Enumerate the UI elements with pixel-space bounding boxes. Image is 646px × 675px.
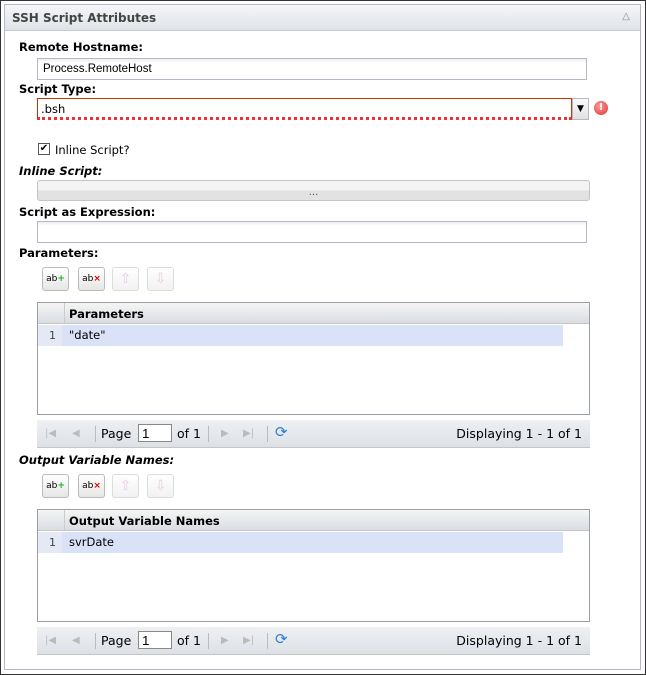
- outputs-paging-toolbar: [37, 627, 590, 655]
- row-value[interactable]: "date": [69, 328, 106, 342]
- page-input[interactable]: [138, 424, 172, 442]
- refresh-icon[interactable]: ⟳: [275, 630, 288, 648]
- page-count: of 1: [177, 426, 201, 441]
- table-row[interactable]: [38, 532, 563, 553]
- prev-page-icon[interactable]: ◀: [72, 635, 80, 646]
- panel-header: [5, 5, 640, 31]
- script-type-label: Script Type:: [19, 82, 97, 96]
- remote-hostname-label: Remote Hostname:: [19, 40, 144, 54]
- prev-page-icon[interactable]: ◀: [72, 428, 80, 439]
- separator: [267, 633, 268, 649]
- inline-script-checkbox[interactable]: ✔: [39, 143, 49, 154]
- grid-header[interactable]: [38, 303, 589, 324]
- grid-header[interactable]: [38, 510, 589, 531]
- refresh-icon[interactable]: ⟳: [275, 423, 288, 441]
- panel-title: SSH Script Attributes: [12, 11, 157, 25]
- inline-script-button[interactable]: ...: [37, 180, 590, 201]
- page-label: Page: [101, 426, 132, 441]
- move-up-parameter-button[interactable]: ⇧: [112, 267, 139, 291]
- output-variable-names-label: Output Variable Names:: [19, 453, 175, 467]
- row-value[interactable]: svrDate: [69, 535, 115, 549]
- parameters-paging-toolbar: [37, 420, 590, 448]
- column-header[interactable]: Parameters: [69, 307, 144, 321]
- add-icon: ab: [46, 481, 58, 491]
- display-info: Displaying 1 - 1 of 1: [456, 633, 582, 648]
- dropdown-arrow-icon[interactable]: ▼: [572, 98, 589, 120]
- first-page-icon[interactable]: |◀: [45, 635, 57, 646]
- next-page-icon[interactable]: ▶: [221, 428, 229, 439]
- add-output-button[interactable]: ab+: [42, 474, 69, 498]
- parameters-grid: [37, 302, 590, 415]
- inline-script-checkbox-label: Inline Script?: [55, 143, 130, 157]
- remote-hostname-input[interactable]: [37, 58, 587, 80]
- page-count: of 1: [177, 633, 201, 648]
- first-page-icon[interactable]: |◀: [45, 428, 57, 439]
- add-parameter-button[interactable]: ab+: [42, 267, 69, 291]
- script-expression-input[interactable]: [37, 221, 587, 243]
- delete-icon: ab: [82, 274, 94, 284]
- last-page-icon[interactable]: ▶|: [243, 428, 255, 439]
- output-variables-grid: [37, 509, 590, 622]
- move-down-parameter-button[interactable]: ⇩: [147, 267, 174, 291]
- error-icon: !: [594, 101, 608, 115]
- inline-script-label: Inline Script:: [19, 164, 103, 178]
- separator: [208, 633, 209, 649]
- delete-parameter-button[interactable]: ab×: [78, 267, 105, 291]
- last-page-icon[interactable]: ▶|: [243, 635, 255, 646]
- script-type-combo[interactable]: .bsh: [37, 98, 572, 120]
- separator: [95, 426, 96, 442]
- parameters-label: Parameters:: [19, 246, 99, 260]
- script-expression-label: Script as Expression:: [19, 205, 156, 219]
- row-number: 1: [38, 532, 62, 553]
- next-page-icon[interactable]: ▶: [221, 635, 229, 646]
- column-header[interactable]: Output Variable Names: [69, 514, 220, 528]
- row-number: 1: [38, 325, 62, 346]
- separator: [267, 426, 268, 442]
- table-row[interactable]: [38, 325, 563, 346]
- move-up-output-button[interactable]: ⇧: [112, 474, 139, 498]
- add-icon: ab: [46, 274, 58, 284]
- move-down-output-button[interactable]: ⇩: [147, 474, 174, 498]
- page-input[interactable]: [138, 631, 172, 649]
- collapse-icon[interactable]: △: [622, 11, 630, 22]
- delete-icon: ab: [82, 481, 94, 491]
- separator: [208, 426, 209, 442]
- delete-output-button[interactable]: ab×: [78, 474, 105, 498]
- separator: [95, 633, 96, 649]
- page-label: Page: [101, 633, 132, 648]
- display-info: Displaying 1 - 1 of 1: [456, 426, 582, 441]
